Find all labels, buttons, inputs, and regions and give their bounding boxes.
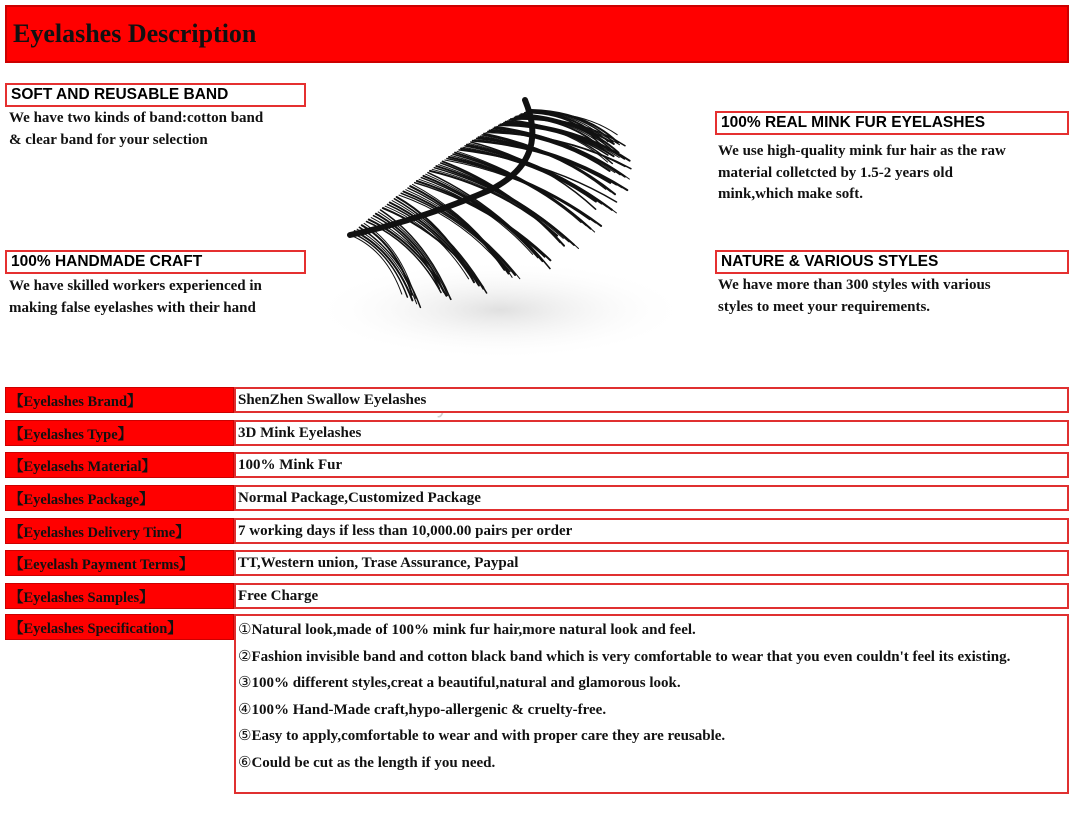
spec-value: 7 working days if less than 10,000.00 pairs per order — [234, 518, 1069, 544]
spec-item: ⑤Easy to apply,comfortable to wear and with proper care they are reusable. — [238, 726, 726, 744]
feature-heading-mink: 100% REAL MINK FUR EYELASHES — [715, 111, 1069, 135]
spec-label: 【Eyelashes Samples】 — [5, 583, 234, 609]
spec-label-specification: 【Eyelashes Specification】 — [5, 614, 234, 640]
spec-label: 【Eeyelash Payment Terms】 — [5, 550, 234, 576]
spec-label: 【Eyelashes Package】 — [5, 485, 234, 511]
page-title: Eyelashes Description — [13, 19, 257, 48]
feature-heading-handmade: 100% HANDMADE CRAFT — [5, 250, 306, 274]
feature-text-band: We have two kinds of band:cotton band & clear band for your selection — [9, 110, 264, 148]
spec-value: ShenZhen Swallow Eyelashes — [234, 387, 1069, 413]
spec-label: 【Eyelasehs Material】 — [5, 452, 234, 478]
feature-text-mink: We use high-quality mink fur hair as the raw material colletcted by 1.5-2 years old mink,which make soft. — [718, 143, 1006, 202]
spec-item: ③100% different styles,creat a beautiful,natural and glamorous look. — [238, 673, 681, 691]
spec-value: TT,Western union, Trase Assurance, Paypal — [234, 550, 1069, 576]
spec-value: Free Charge — [234, 583, 1069, 609]
specification-list — [234, 614, 1069, 794]
spec-item: ②Fashion invisible band and cotton black band which is very comfortable to wear that you even couldn't feel its existing. — [238, 646, 1011, 665]
spec-item: ⑥Could be cut as the length if you need. — [238, 752, 496, 771]
feature-text-styles: We have more than 300 styles with various styles to meet your requirements. — [718, 277, 991, 315]
spec-value: 3D Mink Eyelashes — [234, 420, 1069, 446]
feature-heading-styles: NATURE & VARIOUS STYLES — [715, 250, 1069, 274]
feature-heading-band: SOFT AND REUSABLE BAND — [5, 83, 306, 107]
feature-text-handmade: We have skilled workers experienced in making false eyelashes with their hand — [9, 278, 262, 316]
title-bar — [5, 5, 1069, 63]
spec-value: 100% Mink Fur — [234, 452, 1069, 478]
spec-label: 【Eyelashes Type】 — [5, 420, 234, 446]
spec-item: ④100% Hand-Made craft,hypo-allergenic & cruelty-free. — [238, 699, 607, 718]
spec-item: ①Natural look,made of 100% mink fur hair,more natural look and feel. — [238, 620, 696, 638]
spec-label: 【Eyelashes Delivery Time】 — [5, 518, 234, 544]
eyelash-image — [310, 70, 710, 370]
lash-strand — [449, 157, 601, 226]
spec-value: Normal Package,Customized Package — [234, 485, 1069, 511]
spec-label: 【Eyelashes Brand】 — [5, 387, 234, 413]
